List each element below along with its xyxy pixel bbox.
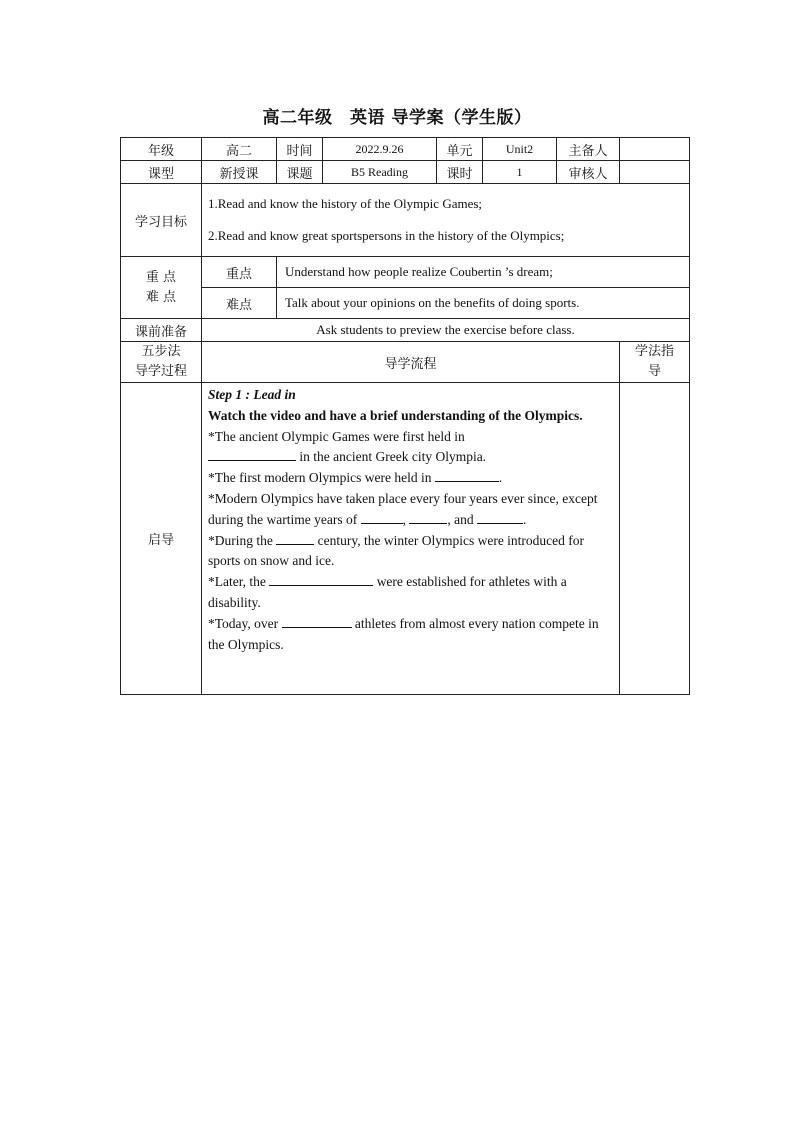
process-left-header — [121, 342, 202, 383]
study-guide-table — [120, 137, 690, 695]
page-title: 高二年级 英语 导学案（学生版） — [262, 108, 532, 128]
key-difficult-label — [121, 257, 202, 319]
process-middle-header: 导学流程 — [202, 342, 620, 383]
q4-blank[interactable] — [276, 532, 314, 545]
q3-text-c: , and — [447, 511, 477, 527]
topic-label: 课题 — [277, 161, 323, 184]
q3-blank-3[interactable] — [477, 511, 523, 524]
unit-label: 单元 — [437, 138, 483, 161]
q2-blank[interactable] — [435, 469, 499, 482]
q1-text-a: *The ancient Olympic Games were first held in — [208, 428, 465, 444]
key-point-row — [121, 257, 690, 288]
study-method-label-1: 学法指 — [634, 344, 674, 359]
question-3 — [208, 489, 613, 531]
question-6 — [208, 614, 613, 656]
step1-content — [202, 383, 620, 695]
preparer-value — [620, 138, 690, 161]
reviewer-label: 审核人 — [557, 161, 620, 184]
q6-text-b: athletes from almost every nation compete in the Olympics. — [208, 615, 599, 652]
question-5 — [208, 572, 613, 614]
time-value: 2022.9.26 — [323, 138, 437, 161]
q2-text-b: . — [498, 470, 503, 486]
goals-label: 学习目标 — [121, 184, 202, 257]
period-label: 课时 — [437, 161, 483, 184]
q4-text-a: *During the — [208, 532, 277, 548]
q6-blank[interactable] — [282, 615, 352, 628]
q2-text-a: *The first modern Olympics were held in — [208, 470, 435, 486]
q4-text-b: century, the winter Olympics were introduced for sports on snow and ice. — [208, 532, 585, 569]
q3-blank-2[interactable] — [409, 511, 447, 524]
step1-row — [121, 383, 690, 695]
unit-value: Unit2 — [483, 138, 557, 161]
key-points-label: 重 点 — [145, 269, 177, 285]
q3-text-d: . — [522, 511, 527, 527]
prep-row — [121, 319, 690, 342]
q3-text-a: *Modern Olympics have taken place every four years ever since, except during the wartime years of — [208, 490, 598, 527]
info-row-1 — [121, 138, 690, 161]
study-method-label-2: 导 — [647, 364, 661, 379]
difficult-label: 难点 — [202, 288, 277, 319]
question-1 — [208, 427, 613, 469]
preparer-label: 主备人 — [557, 138, 620, 161]
topic-value: B5 Reading — [323, 161, 437, 184]
step1-instruction: Watch the video and have a brief understanding of the Olympics. — [208, 407, 583, 423]
prep-text: Ask students to preview the exercise before class. — [202, 319, 690, 342]
goal-item: 1.Read and know the history of the Olympic Games; — [208, 196, 483, 211]
reviewer-value — [620, 161, 690, 184]
q1-blank[interactable] — [208, 448, 296, 461]
step1-label: 启导 — [121, 383, 202, 695]
type-value: 新授课 — [202, 161, 277, 184]
process-right-header — [620, 342, 690, 383]
grade-label: 年级 — [121, 138, 202, 161]
goals-row — [121, 184, 690, 257]
q6-text-a: *Today, over — [208, 615, 282, 631]
q3-text-b: , — [402, 511, 410, 527]
q1-text-b: in the ancient Greek city Olympia. — [296, 449, 487, 465]
time-label: 时间 — [277, 138, 323, 161]
type-label: 课型 — [121, 161, 202, 184]
prep-label: 课前准备 — [121, 319, 202, 342]
step1-heading: Step 1 : Lead in — [208, 387, 296, 402]
q3-blank-1[interactable] — [361, 511, 403, 524]
period-value: 1 — [483, 161, 557, 184]
key-text: Understand how people realize Coubertin ’s dream; — [277, 257, 690, 288]
goal-item: 2.Read and know great sportspersons in the history of the Olympics; — [208, 228, 565, 243]
key-label: 重点 — [202, 257, 277, 288]
difficult-text: Talk about your opinions on the benefits of doing sports. — [277, 288, 690, 319]
info-row-2 — [121, 161, 690, 184]
five-step-label: 五步法 — [141, 344, 181, 359]
difficult-points-label: 难 点 — [145, 289, 177, 305]
step1-method-cell — [620, 383, 690, 695]
difficult-point-row — [121, 288, 690, 319]
guide-process-label: 导学过程 — [134, 364, 187, 379]
q5-blank[interactable] — [269, 573, 373, 586]
goals-content — [202, 184, 690, 257]
q5-text-b: were established for athletes with a disability. — [208, 574, 567, 610]
question-2 — [208, 468, 613, 489]
q5-text-a: *Later, the — [208, 574, 270, 590]
question-4 — [208, 531, 613, 573]
grade-value: 高二 — [202, 138, 277, 161]
process-header-row — [121, 342, 690, 383]
